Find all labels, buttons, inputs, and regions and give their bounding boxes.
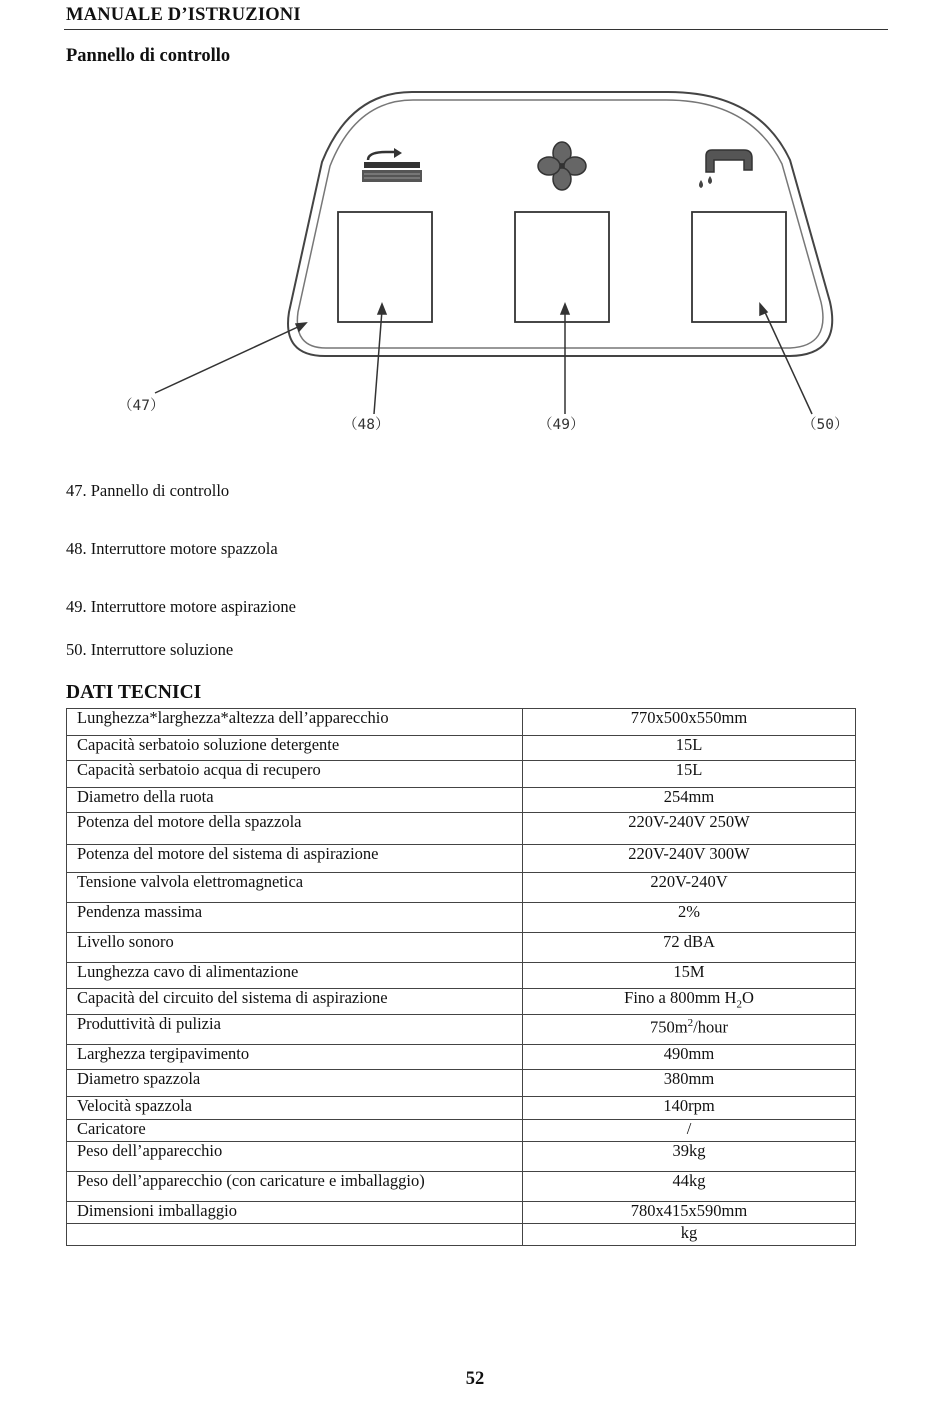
table-row	[67, 1015, 856, 1045]
spec-value: 15M	[523, 963, 856, 989]
tech-specs-title: DATI TECNICI	[66, 682, 202, 703]
spec-label: Lunghezza cavo di alimentazione	[67, 963, 523, 989]
spec-value: 2%	[523, 903, 856, 933]
callout-line-50	[764, 310, 812, 414]
spec-value: 39kg	[523, 1142, 856, 1172]
legend-item-50: 50. Interruttore soluzione	[66, 640, 234, 659]
spec-label: Velocità spazzola	[67, 1097, 523, 1120]
table-row	[67, 1224, 856, 1246]
spec-label: Potenza del motore della spazzola	[67, 813, 523, 845]
table-row	[67, 989, 856, 1015]
spec-value: 490mm	[523, 1045, 856, 1070]
table-row	[67, 1142, 856, 1172]
spec-label: Diametro spazzola	[67, 1070, 523, 1097]
fan-icon	[538, 142, 586, 190]
spec-label: Peso dell’apparecchio	[67, 1142, 523, 1172]
spec-value: $750m^2$/hour	[523, 1015, 856, 1045]
table-row	[67, 1097, 856, 1120]
callout-label-47: （47）	[118, 398, 165, 414]
spec-value: 44kg	[523, 1172, 856, 1202]
table-row	[67, 903, 856, 933]
spec-label	[67, 1224, 523, 1246]
legend-item-49: 49. Interruttore motore aspirazione	[66, 597, 296, 616]
table-row	[67, 873, 856, 903]
callout-label-49: （49）	[538, 417, 585, 433]
spec-label: Capacità serbatoio acqua di recupero	[67, 761, 523, 788]
spec-value: 220V-240V 250W	[523, 813, 856, 845]
table-row	[67, 761, 856, 788]
table-row	[67, 1172, 856, 1202]
spec-label: Diametro della ruota	[67, 788, 523, 813]
spec-value: 254mm	[523, 788, 856, 813]
spec-value: 15L	[523, 761, 856, 788]
table-row	[67, 736, 856, 761]
table-row	[67, 709, 856, 736]
table-row	[67, 1070, 856, 1097]
table-row	[67, 845, 856, 873]
table-row	[67, 1202, 856, 1224]
solution-switch	[692, 212, 786, 322]
suction-motor-switch	[515, 212, 609, 322]
callout-label-50: （50）	[802, 417, 849, 433]
spec-label: Capacità serbatoio soluzione detergente	[67, 736, 523, 761]
spec-value: 140rpm	[523, 1097, 856, 1120]
water-tap-icon	[699, 150, 752, 188]
spec-label: Capacità del circuito del sistema di aspirazione	[67, 989, 523, 1015]
spec-value: Fino a 800mm $H_2O$	[523, 989, 856, 1015]
header-divider	[64, 29, 888, 30]
callout-line-48	[374, 310, 382, 414]
legend-item-48: 48. Interruttore motore spazzola	[66, 539, 278, 558]
control-panel-diagram	[100, 80, 860, 450]
spec-value: 220V-240V 300W	[523, 845, 856, 873]
spec-value: 15L	[523, 736, 856, 761]
callout-label-48: （48）	[343, 417, 390, 433]
brush-rotation-icon	[362, 148, 422, 182]
spec-label: Pendenza massima	[67, 903, 523, 933]
spec-value: 72 dBA	[523, 933, 856, 963]
callout-arrow-48	[378, 304, 386, 314]
table-row	[67, 1045, 856, 1070]
callout-line-47	[155, 326, 300, 393]
table-row	[67, 788, 856, 813]
table-row	[67, 813, 856, 845]
spec-label: Caricatore	[67, 1120, 523, 1142]
page-number: 52	[465, 1369, 485, 1389]
spec-value: kg	[523, 1224, 856, 1246]
manual-title: MANUALE D’ISTRUZIONI	[66, 5, 301, 25]
spec-value: 220V-240V	[523, 873, 856, 903]
table-row	[67, 1120, 856, 1142]
table-row	[67, 963, 856, 989]
tech-specs-table	[66, 708, 856, 1246]
spec-label: Lunghezza*larghezza*altezza dell’apparecchio	[67, 709, 523, 736]
callout-arrow-47	[296, 323, 306, 331]
panel-outline-inner	[297, 100, 823, 348]
callout-arrow-49	[561, 304, 569, 314]
spec-value: /	[523, 1120, 856, 1142]
spec-label: Tensione valvola elettromagnetica	[67, 873, 523, 903]
spec-label: Peso dell’apparecchio (con caricature e imballaggio)	[67, 1172, 523, 1202]
brush-motor-switch	[338, 212, 432, 322]
spec-label: Produttività di pulizia	[67, 1015, 523, 1045]
spec-value: 380mm	[523, 1070, 856, 1097]
spec-label: Potenza del motore del sistema di aspirazione	[67, 845, 523, 873]
spec-value: 770x500x550mm	[523, 709, 856, 736]
panel-outline	[288, 92, 832, 356]
spec-value: 780x415x590mm	[523, 1202, 856, 1224]
spec-label: Larghezza tergipavimento	[67, 1045, 523, 1070]
spec-label: Livello sonoro	[67, 933, 523, 963]
spec-label: Dimensioni imballaggio	[67, 1202, 523, 1224]
legend-item-47: 47. Pannello di controllo	[66, 481, 230, 500]
section-title: Pannello di controllo	[66, 46, 231, 66]
table-row	[67, 933, 856, 963]
